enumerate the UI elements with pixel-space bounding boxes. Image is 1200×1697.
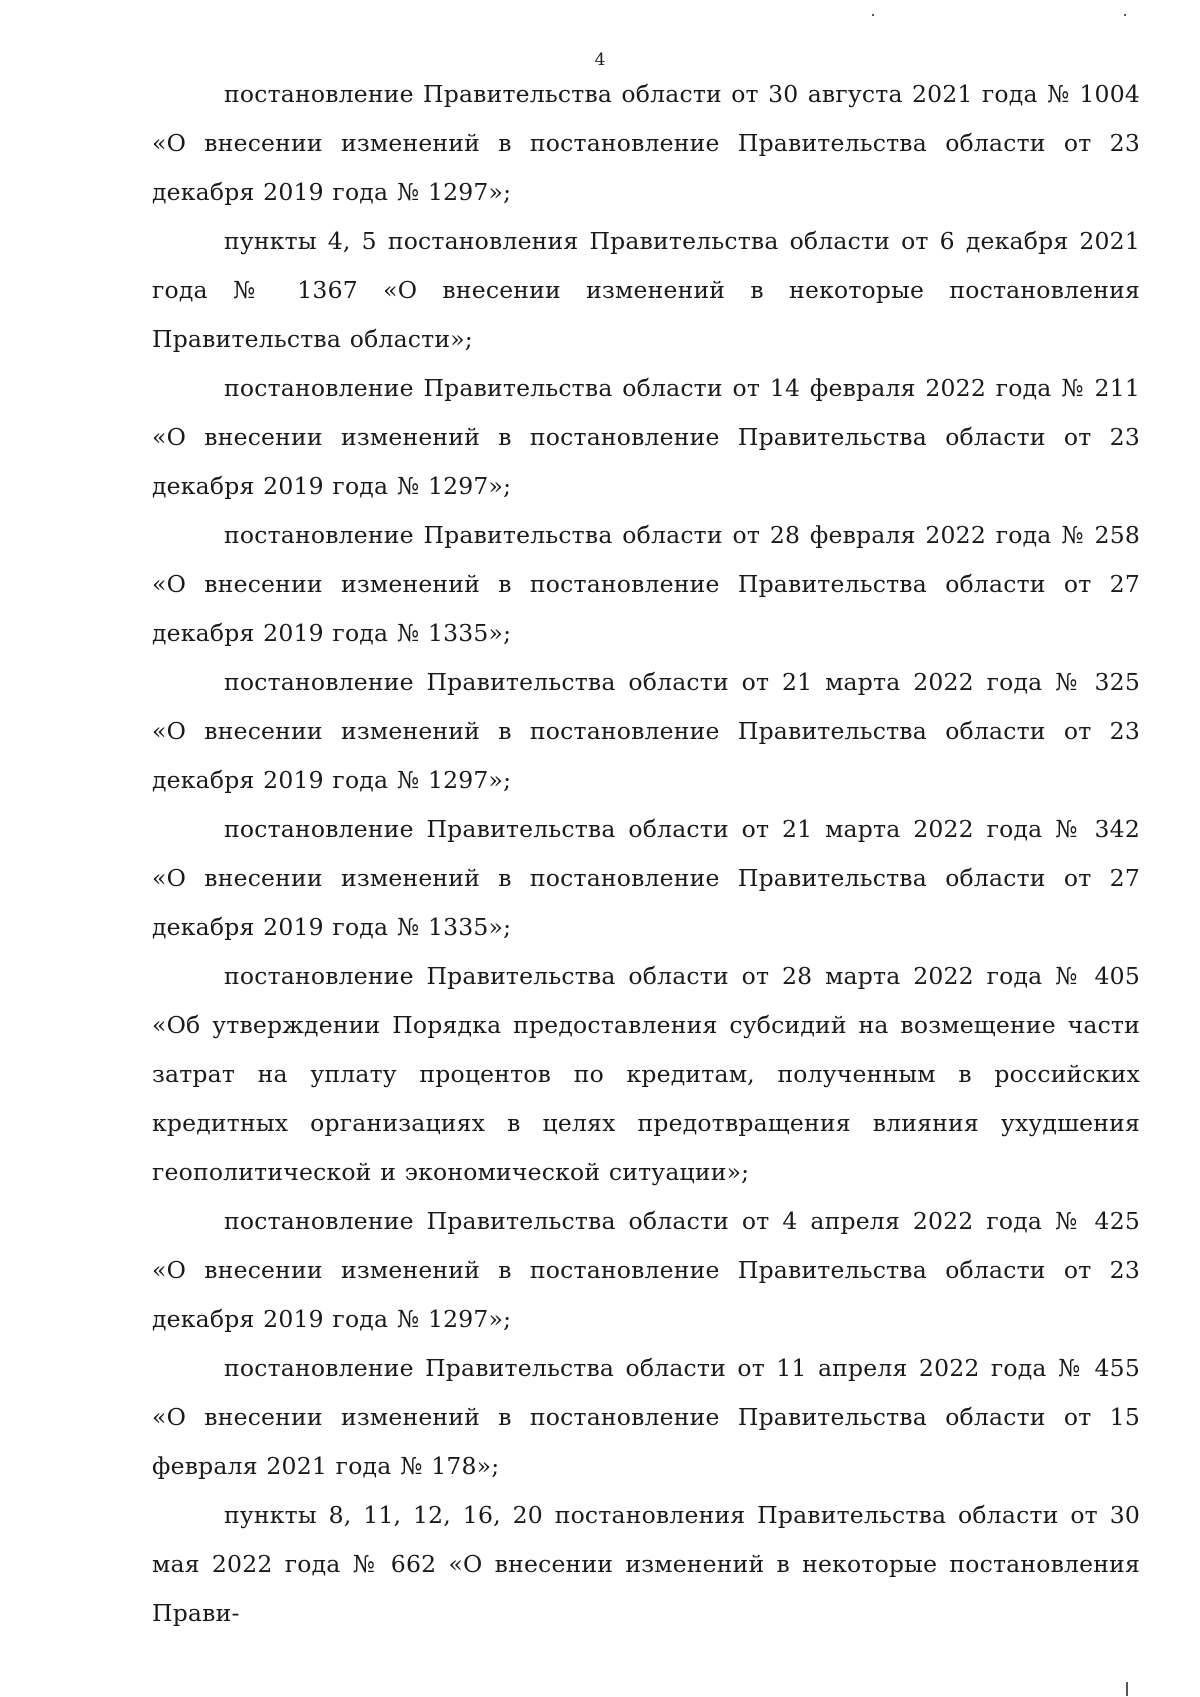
- scan-artifact: [1124, 14, 1126, 16]
- paragraph: пункты 4, 5 постановления Правительства области от 6 декабря 2021 года № 1367 «О внесении изменений в некоторые постановления Правительства области»;: [152, 227, 1140, 353]
- paragraph: постановление Правительства области от 21 марта 2022 года № 325 «О внесении изменений в постановление Правительства области от 23 декабря 2019 года № 1297»;: [152, 668, 1140, 794]
- paragraph: постановление Правительства области от 21 марта 2022 года № 342 «О внесении изменений в постановление Правительства области от 27 декабря 2019 года № 1335»;: [152, 815, 1140, 941]
- paragraph: постановление Правительства области от 4 апреля 2022 года № 425 «О внесении изменений в постановление Правительства области от 23 декабря 2019 года № 1297»;: [152, 1207, 1140, 1333]
- document-body: [152, 70, 1140, 1638]
- scan-artifact: [1126, 1682, 1128, 1696]
- paragraph: постановление Правительства области от 28 февраля 2022 года № 258 «О внесении изменений в постановление Правительства области от 27 декабря 2019 года № 1335»;: [152, 521, 1140, 647]
- page-number: 4: [594, 50, 606, 70]
- paragraph: пункты 8, 11, 12, 16, 20 постановления Правительства области от 30 мая 2022 года № 662 «О внесении изменений в некоторые постановления Прави-: [152, 1501, 1140, 1627]
- paragraph: постановление Правительства области от 30 августа 2021 года № 1004 «О внесении изменений в постановление Правительства области от 23 декабря 2019 года № 1297»;: [152, 80, 1140, 206]
- paragraph: постановление Правительства области от 28 марта 2022 года № 405 «Об утверждении Порядка предоставления субсидий на возмещение части затрат на уплату процентов по кредитам, полученным в российских кредитных организациях в целях предотвращения влияния ухудшения геополитической и экономической ситуации»;: [152, 962, 1140, 1186]
- paragraph: постановление Правительства области от 14 февраля 2022 года № 211 «О внесении изменений в постановление Правительства области от 23 декабря 2019 года № 1297»;: [152, 374, 1140, 500]
- paragraph: постановление Правительства области от 11 апреля 2022 года № 455 «О внесении изменений в постановление Правительства области от 15 февраля 2021 года № 178»;: [152, 1354, 1140, 1480]
- scan-artifact: [872, 14, 874, 16]
